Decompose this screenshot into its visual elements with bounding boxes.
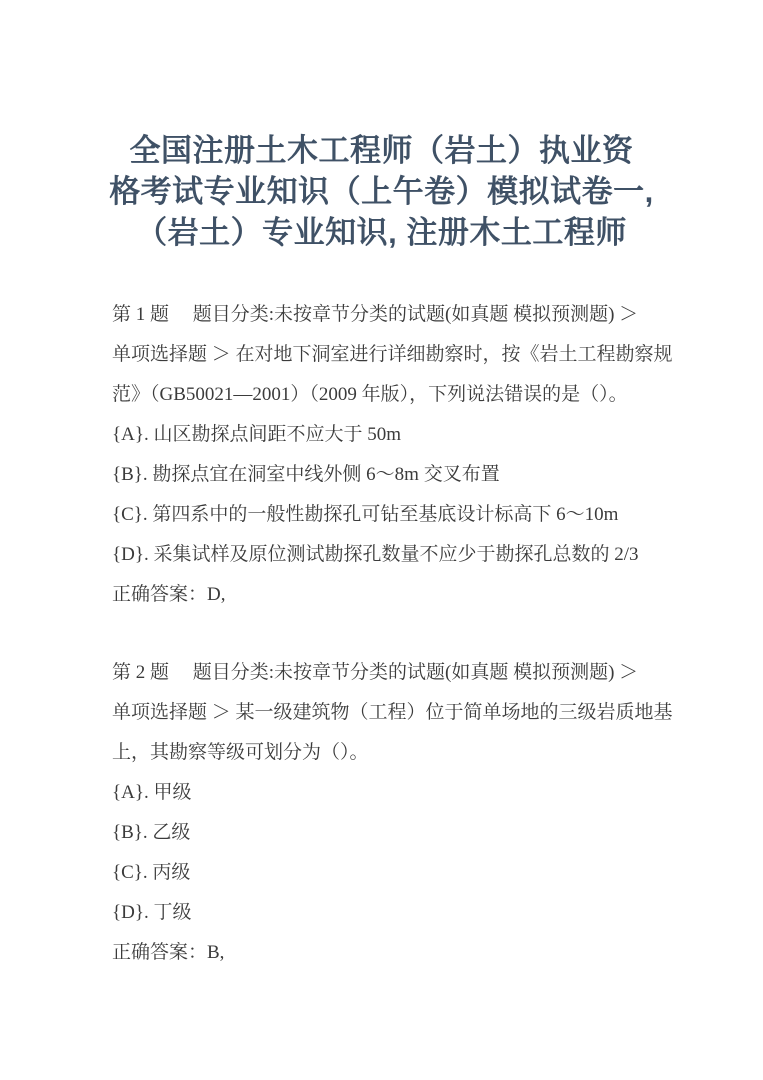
question-2-header-line-3: 上，其勘察等级可划分为（）。: [112, 742, 369, 763]
question-2-header-line-2: 单项选择题 ＞ 某一级建筑物（工程）位于简单场地的三级岩质地基: [112, 702, 673, 723]
question-1-header-line-3: 范》（GB50021—2001）（2009 年版），下列说法错误的是（）。: [112, 384, 628, 405]
question-2-header-line-1: 第 2 题 题目分类:未按章节分类的试题(如真题 模拟预测题) ＞: [112, 662, 639, 683]
question-1-option-c: {C}. 第四系中的一般性勘探孔可钻至基底设计标高下 6～10m: [112, 504, 619, 525]
question-2-option-a: {A}. 甲级: [112, 782, 192, 803]
title-line-3: （岩土）专业知识, 注册木土工程师: [136, 215, 627, 250]
question-1-option-a: {A}. 山区勘探点间距不应大于 50m: [112, 424, 401, 445]
question-2-option-d: {D}. 丁级: [112, 902, 192, 923]
question-1-answer: 正确答案：D,: [112, 584, 226, 605]
question-2-option-c: {C}. 丙级: [112, 862, 191, 883]
title-line-2: 格考试专业知识（上午卷）模拟试卷一,: [109, 174, 654, 209]
question-1-option-d: {D}. 采集试样及原位测试勘探孔数量不应少于勘探孔总数的 2/3: [112, 544, 639, 565]
document-title: [0, 0, 763, 253]
question-1-header-line-1: 第 1 题 题目分类:未按章节分类的试题(如真题 模拟预测题) ＞: [112, 304, 639, 325]
question-1-header-line-2: 单项选择题 ＞ 在对地下洞室进行详细勘察时，按《岩土工程勘察规: [112, 344, 673, 365]
question-1: [112, 295, 677, 615]
title-line-1: 全国注册土木工程师（岩土）执业资: [129, 133, 634, 168]
questions-content: [0, 295, 763, 973]
question-2-answer: 正确答案：B,: [112, 942, 225, 963]
question-2: [112, 653, 677, 973]
question-2-option-b: {B}. 乙级: [112, 822, 191, 843]
question-1-option-b: {B}. 勘探点宜在洞室中线外侧 6～8m 交叉布置: [112, 464, 500, 485]
